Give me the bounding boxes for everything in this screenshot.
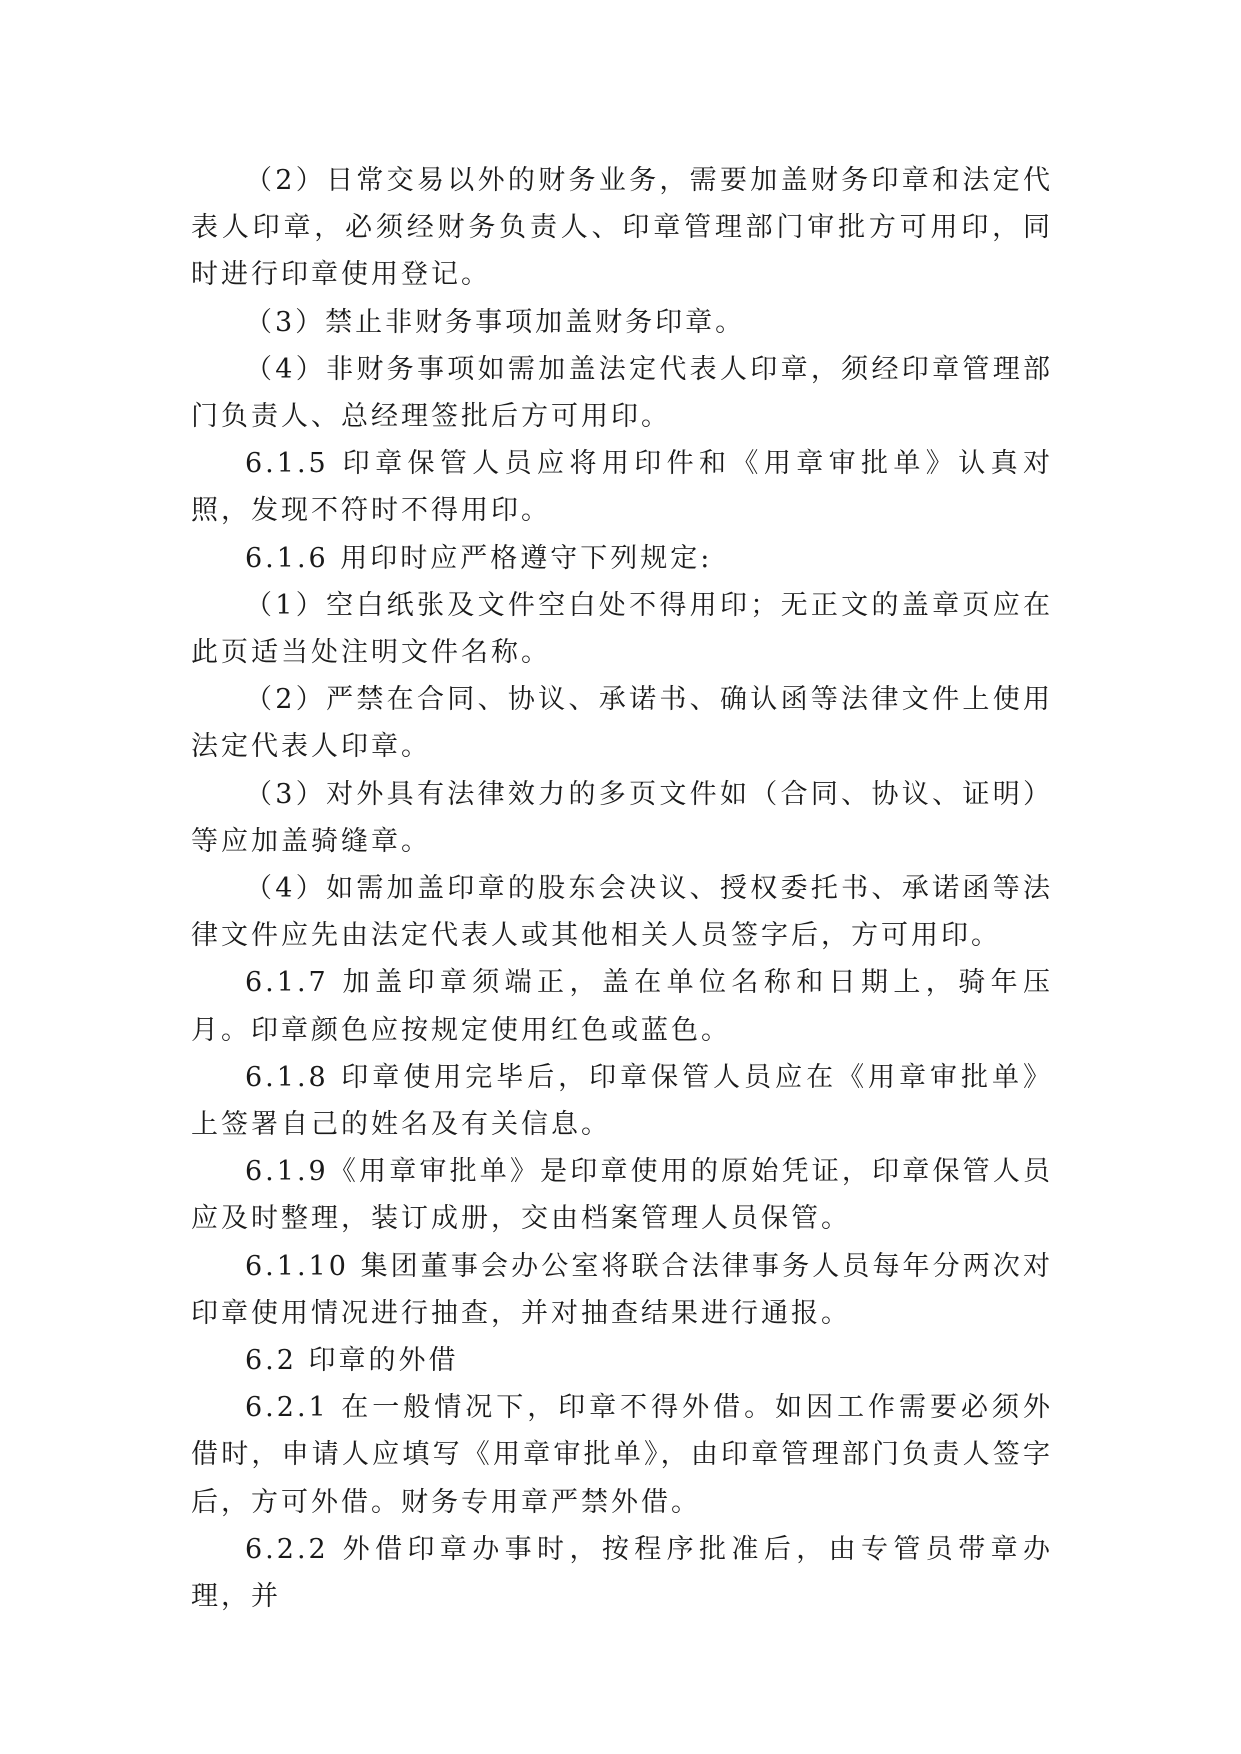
paragraph: （3）禁止非财务事项加盖财务印章。 — [245, 306, 746, 338]
paragraph: 6.1.9《用章审批单》是印章使用的原始凭证，印章保管人员应及时整理，装订成册，交由档案管理人员保管。 — [191, 1156, 1053, 1235]
paragraph: 6.1.7 加盖印章须端正，盖在单位名称和日期上，骑年压月。印章颜色应按规定使用红色或蓝色。 — [191, 967, 1053, 1046]
paragraph: （4）如需加盖印章的股东会决议、授权委托书、承诺函等法律文件应先由法定代表人或其他相关人员签字后，方可用印。 — [191, 873, 1053, 952]
paragraph: 6.1.8 印章使用完毕后，印章保管人员应在《用章审批单》上签署自己的姓名及有关信息。 — [191, 1061, 1053, 1141]
paragraph: （3）对外具有法律效力的多页文件如（合同、协议、证明）等应加盖骑缝章。 — [191, 778, 1053, 857]
document-body — [191, 157, 1053, 1620]
paragraph: 6.2.1 在一般情况下，印章不得外借。如因工作需要必须外借时，申请人应填写《用章审批单》，由印章管理部门负责人签字后，方可外借。财务专用章严禁外借。 — [191, 1392, 1053, 1518]
paragraph: 6.1.6 用印时应严格遵守下列规定: — [245, 542, 713, 574]
paragraph: 6.1.5 印章保管人员应将用印件和《用章审批单》认真对照，发现不符时不得用印。 — [191, 448, 1053, 527]
paragraph: （1）空白纸张及文件空白处不得用印；无正文的盖章页应在此页适当处注明文件名称。 — [191, 589, 1053, 669]
section-heading: 6.2 印章的外借 — [245, 1345, 459, 1377]
paragraph: 6.1.10 集团董事会办公室将联合法律事务人员每年分两次对印章使用情况进行抽查，并对抽查结果进行通报。 — [191, 1250, 1053, 1329]
paragraph: 6.2.2 外借印章办事时，按程序批准后，由专管员带章办理，并 — [191, 1533, 1053, 1613]
paragraph: （2）严禁在合同、协议、承诺书、确认函等法律文件上使用法定代表人印章。 — [191, 684, 1053, 763]
paragraph: （2）日常交易以外的财务业务，需要加盖财务印章和法定代表人印章，必须经财务负责人、印章管理部门审批方可用印，同时进行印章使用登记。 — [191, 165, 1053, 291]
paragraph: （4）非财务事项如需加盖法定代表人印章，须经印章管理部门负责人、总经理签批后方可用印。 — [191, 353, 1053, 433]
